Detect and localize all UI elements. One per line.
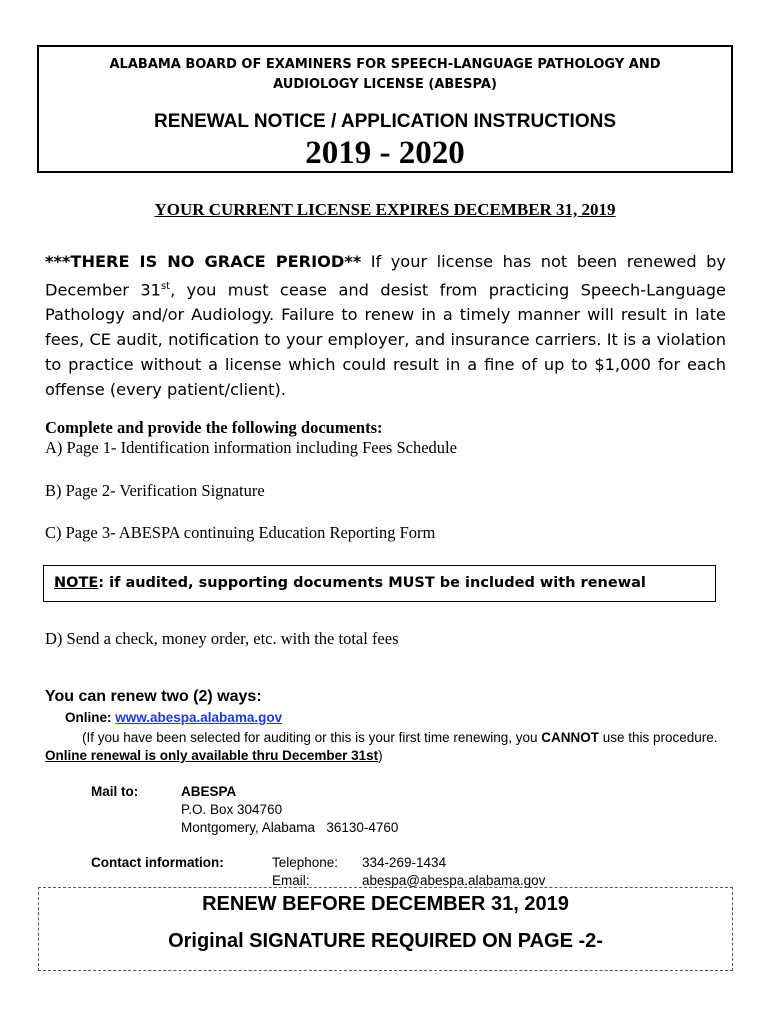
board-name-line-1: ALABAMA BOARD OF EXAMINERS FOR SPEECH-LANGUAGE PATHOLOGY AND	[109, 57, 661, 72]
mail-label: Mail to:	[91, 784, 139, 799]
online-note-cannot: CANNOT	[541, 730, 599, 745]
online-note-text-2: use this procedure.	[598, 730, 718, 745]
telephone-number: 334-269-1434	[362, 855, 447, 870]
renewal-year: 2019 - 2020	[305, 135, 465, 171]
board-name-line-2: AUDIOLOGY LICENSE (ABESPA)	[273, 77, 497, 92]
email-address: abespa@abespa.alabama.gov	[362, 873, 546, 888]
email-label: Email:	[272, 873, 310, 888]
mail-recipient: ABESPA	[181, 784, 237, 799]
warning-superscript: st	[160, 281, 171, 292]
mail-address-line-2: Montgomery, Alabama 36130-4760	[181, 820, 399, 835]
mail-address-line-1: P.O. Box 304760	[181, 802, 283, 817]
document-title: RENEWAL NOTICE / APPLICATION INSTRUCTIONS	[154, 111, 616, 132]
warning-text-2: , you must cease and desist from practicing Speech-Language Pathology and/or Audiology. Failure to renew in a timely manner will result in late fees, CE audit, notification to your employer, and insurance carriers. It is a violation to practice without a license which could result in a fine of up to $1,000 for each offense (every patient/client).	[45, 280, 726, 400]
telephone-label: Telephone:	[272, 855, 339, 870]
header-box	[37, 45, 733, 173]
grace-period-warning	[45, 249, 726, 402]
audit-note	[54, 575, 646, 591]
expiration-notice: YOUR CURRENT LICENSE EXPIRES DECEMBER 31, 2019	[154, 200, 616, 219]
online-renewal-row	[65, 710, 282, 725]
signature-requirement: Original SIGNATURE REQUIRED ON PAGE -2-	[168, 930, 603, 952]
online-note-text-3: )	[378, 748, 383, 763]
document-item-d: D) Send a check, money order, etc. with the total fees	[45, 629, 399, 648]
online-renewal-link[interactable]: www.abespa.alabama.gov	[115, 710, 283, 725]
online-label: Online:	[65, 710, 112, 725]
contact-label: Contact information:	[91, 855, 224, 870]
online-note-text-1: (If you have been selected for auditing or this is your first time renewing, you	[82, 730, 542, 745]
renewal-reminder-box	[38, 887, 733, 971]
document-item-b: B) Page 2- Verification Signature	[45, 481, 265, 500]
online-renewal-note	[45, 729, 735, 765]
warning-text-1: If your license has not been renewed by December 31	[45, 252, 726, 300]
documents-heading: Complete and provide the following documents:	[45, 418, 383, 437]
renew-methods-heading: You can renew two (2) ways:	[45, 688, 262, 705]
audit-note-box	[43, 565, 716, 602]
renew-before-deadline: RENEW BEFORE DECEMBER 31, 2019	[202, 893, 569, 915]
note-text: : if audited, supporting documents MUST be included with renewal	[98, 575, 646, 591]
warning-lead: ***THERE IS NO GRACE PERIOD**	[45, 252, 362, 271]
document-item-a: A) Page 1- Identification information including Fees Schedule	[45, 438, 457, 457]
note-label: NOTE	[54, 575, 99, 591]
document-item-c: C) Page 3- ABESPA continuing Education Reporting Form	[45, 523, 436, 542]
online-note-deadline: Online renewal is only available thru December 31st	[45, 748, 379, 763]
